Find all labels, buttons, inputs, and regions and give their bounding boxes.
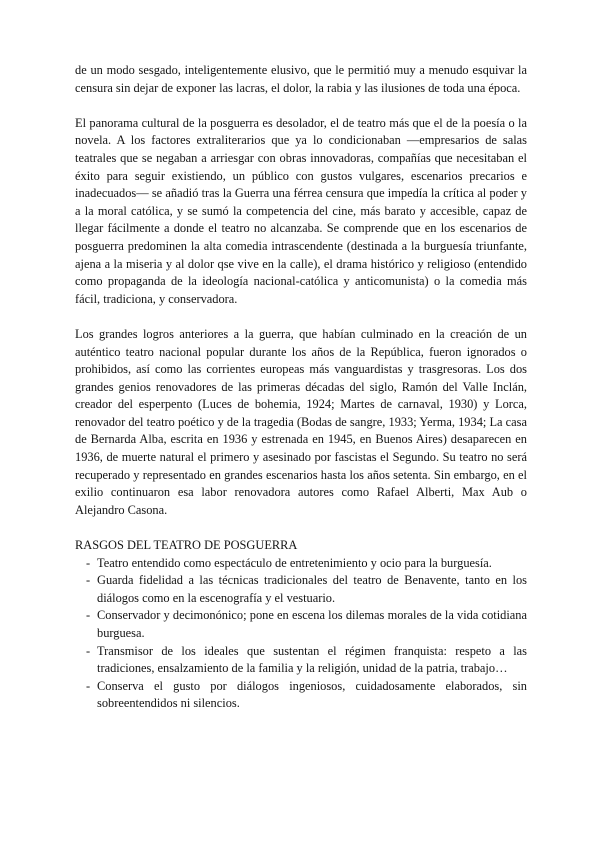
bullet-dash: - xyxy=(86,643,91,658)
paragraph-grandes-logros: Los grandes logros anteriores a la guerra, que habían culminado en la creación de un auténtico teatro nacional popular durante los años de la República, fueron ignorados o prohibidos, así como las corrientes europeas más vanguardistas y trasgresoras. Los dos grandes genios renovadores de las primeras décadas del siglo, Ramón del Valle Inclán, creador del esperpento (Luces de bohemia, 1924; Martes de carnaval, 1930) y Lorca, renovador del teatro poético y de la tragedia (Bodas de sangre, 1933; Yerma, 1934; La casa de Bernarda Alba, escrita en 1936 y estrenada en 1945, en Buenos Aires) desaparecen en 1936, de muerte natural el primero y asesinado por fascistas el Segundo. Su teatro no será recuperado y representado en grandes escenarios hasta los años setenta. Sin embargo, en el exilio continuaron esa labor renovadora autores como Rafael Alberti, Max Aub o Alejandro Casona. xyxy=(75,326,527,517)
paragraph-gap xyxy=(75,97,527,115)
document-page xyxy=(75,62,527,713)
paragraph-intro: de un modo sesgado, inteligentemente elusivo, que le permitió muy a menudo esquivar la censura sin dejar de exponer las lacras, el dolor, la rabia y las ilusiones de toda una época. xyxy=(75,63,527,95)
list-item xyxy=(75,607,527,642)
list-item xyxy=(75,572,527,607)
list-item-text: Teatro entendido como espectáculo de entretenimiento y ocio para la burguesía. xyxy=(97,555,492,570)
paragraph-panorama: El panorama cultural de la posguerra es desolador, el de teatro más que el de la poesía o la novela. A los factores extraliterarios que ya lo condicionaban —empresarios de salas teatrales que se negaban a arriesgar con obras innovadoras, compañías que necesitaban el éxito para seguir existiendo, un público con gustos vulgares, escenarios precarios e inadecuados— se añadió tras la Guerra una férrea censura que impedía la crítica al poder y a la moral católica, y se sumó la competencia del cine, más barato y accesible, capaz de llegar fácilmente a donde el teatro no alcanzaba. Se comprende que en los escenarios de posguerra predominen la alta comedia intrascendente (destinada a la burguesía triunfante, ajena a la miseria y al dolor qse vive en la calle), el drama histórico y religioso (entendido como propaganda de la ideología nacional-católica y anticomunista) o la comedia más fácil, tradiciona, y conservadora. xyxy=(75,115,527,306)
list-item xyxy=(75,643,527,678)
bullet-dash: - xyxy=(86,573,91,588)
bullet-dash: - xyxy=(86,555,91,570)
bullet-dash: - xyxy=(86,608,91,623)
section-heading: RASGOS DEL TEATRO DE POSGUERRA xyxy=(75,538,298,553)
list-item xyxy=(75,678,527,713)
list-item-text: Conserva el gusto por diálogos ingeniosos, cuidadosamente elaborados, sin sobreentendidos ni silencios. xyxy=(97,678,527,711)
list-item xyxy=(75,555,527,573)
list-item-text: Guarda fidelidad a las técnicas tradicionales del teatro de Benavente, tanto en los diálogos como en la escenografía y el vestuario. xyxy=(97,573,527,605)
paragraph-gap xyxy=(75,519,527,537)
list-item-text: Transmisor de los ideales que sustentan el régimen franquista: respeto a las tradiciones, ensalzamiento de la familia y la religión, unidad de la patria, trabajo… xyxy=(97,643,527,676)
paragraph-gap xyxy=(75,308,527,326)
features-list xyxy=(75,555,527,713)
bullet-dash: - xyxy=(86,678,91,693)
list-item-text: Conservador y decimonónico; pone en escena los dilemas morales de la vida cotidiana burguesa. xyxy=(97,608,527,640)
